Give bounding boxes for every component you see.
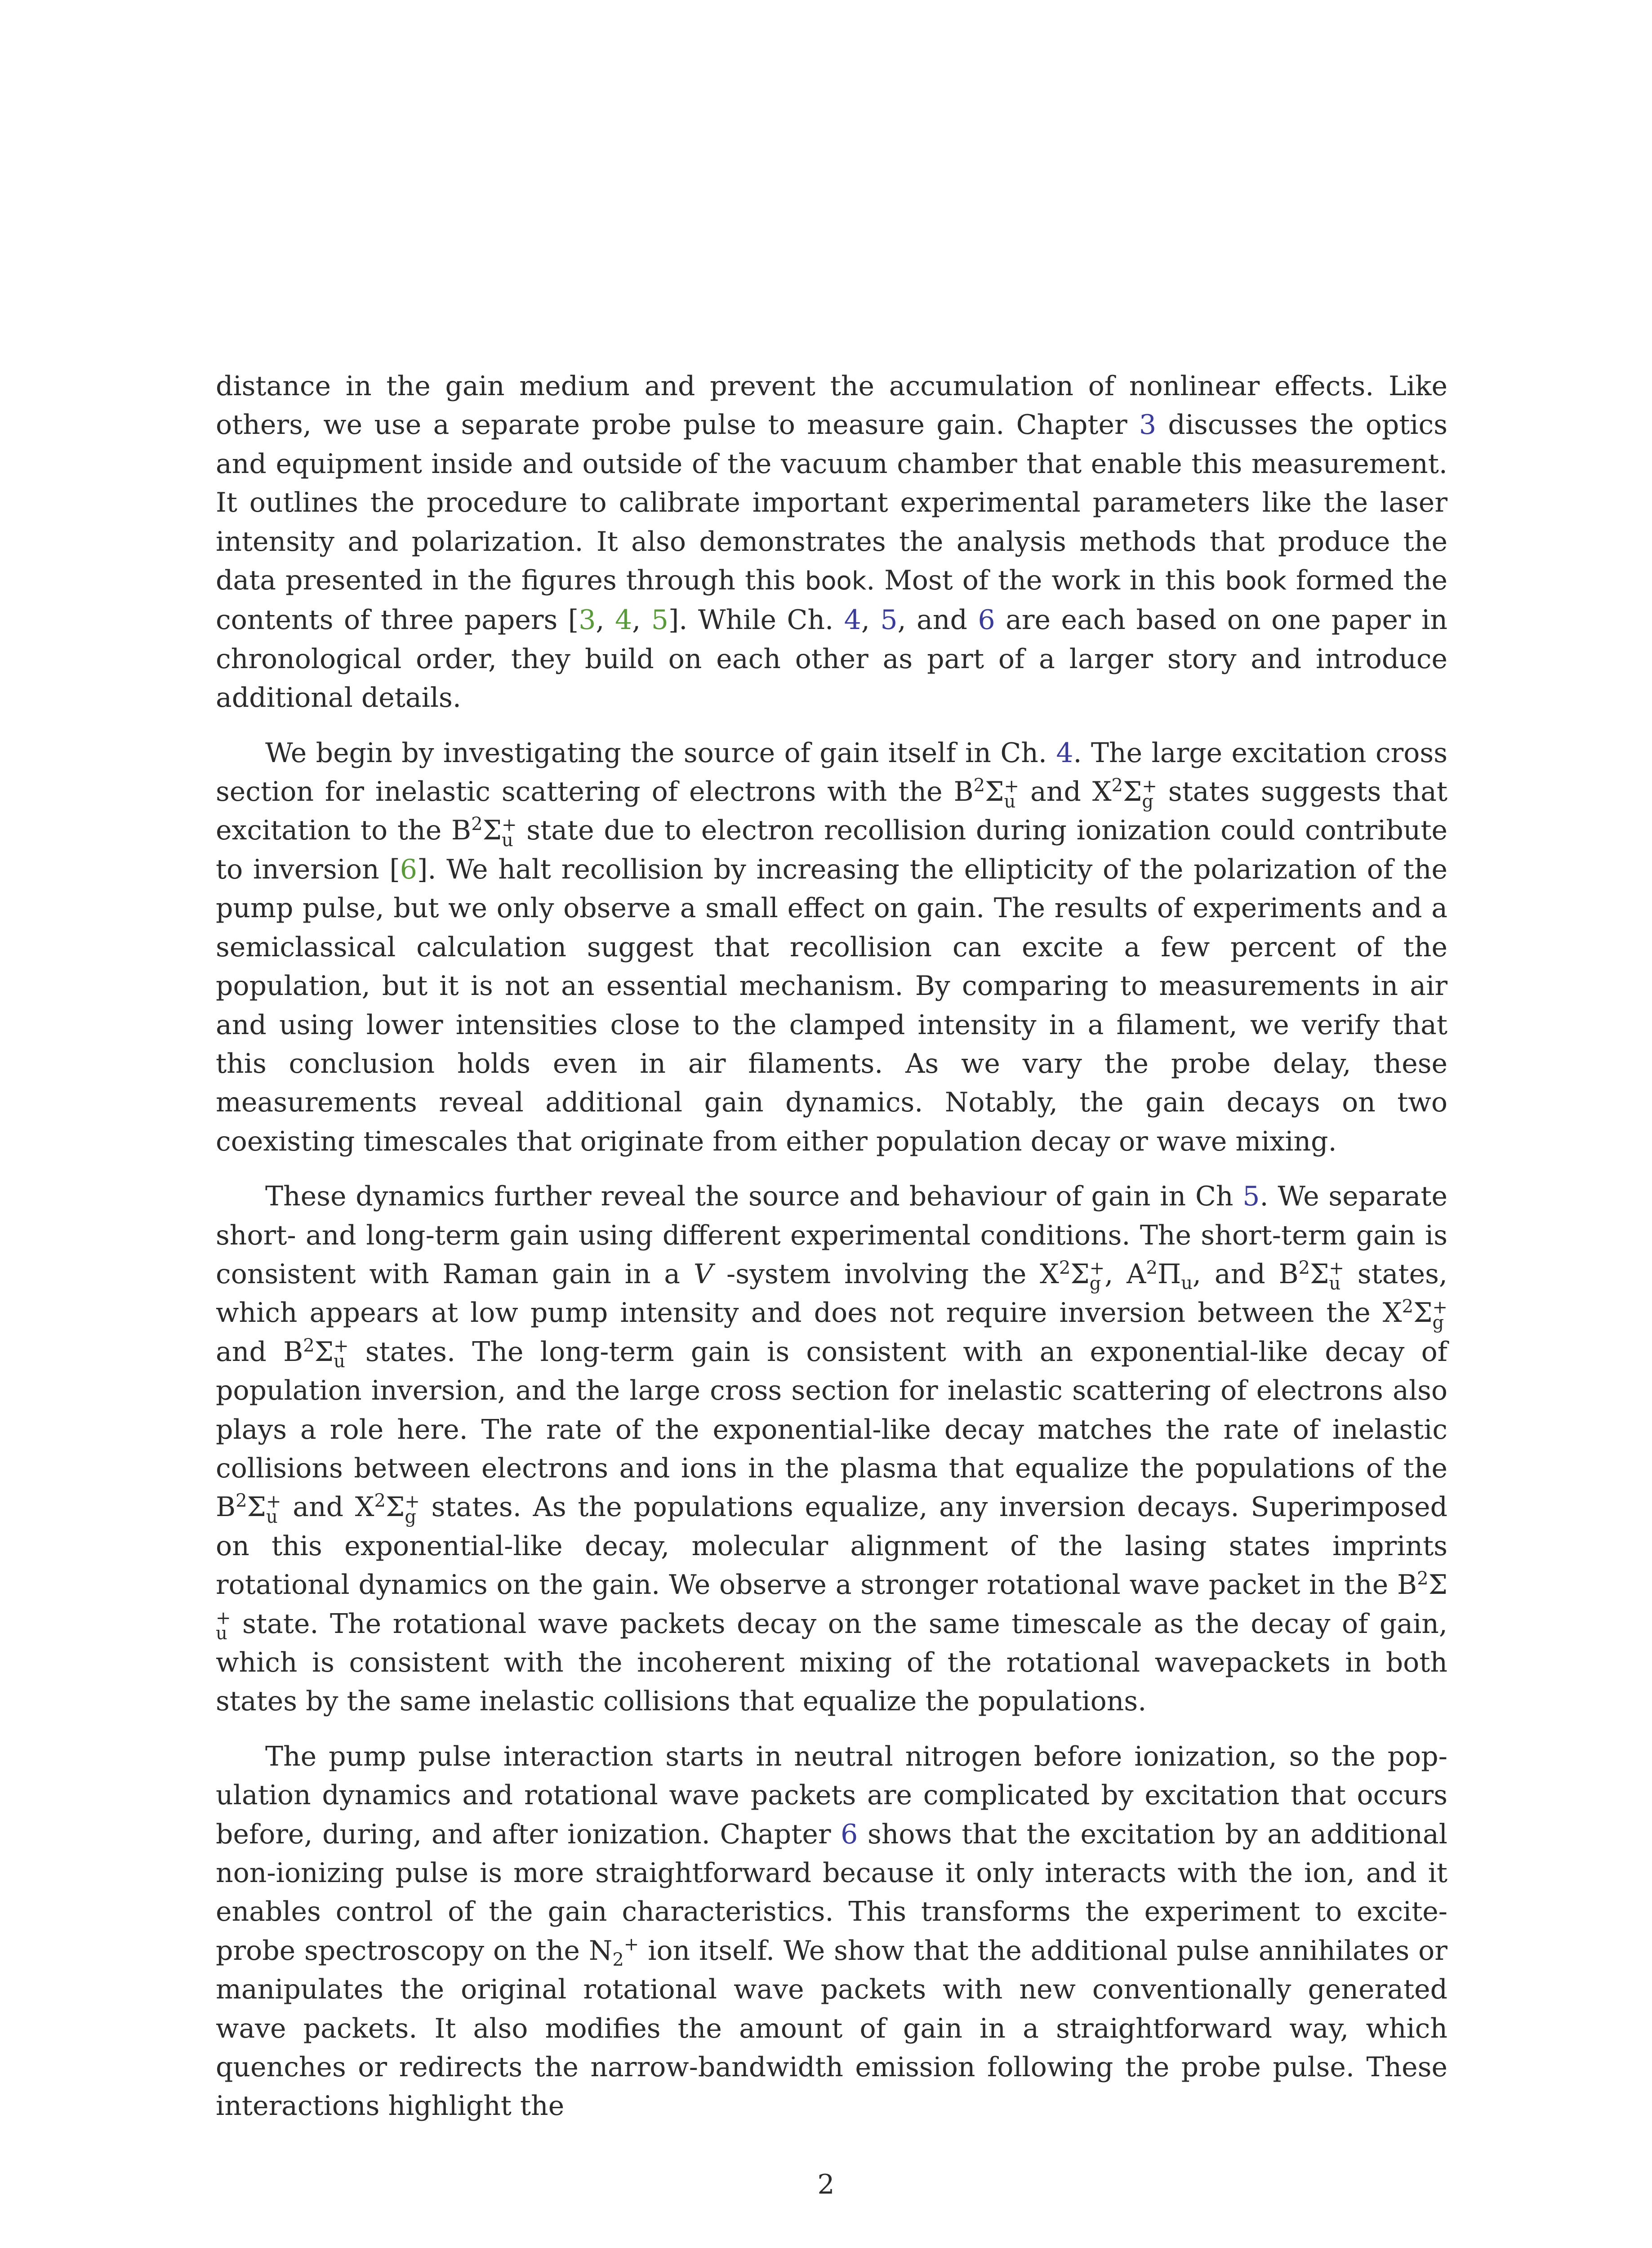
state-symmetry: u — [1181, 1272, 1193, 1293]
molecular-state — [953, 775, 1020, 812]
state-letter: B — [1397, 1569, 1417, 1601]
molecular-state — [1092, 775, 1157, 812]
state-multiplicity: 2 — [1417, 1568, 1429, 1589]
text-run: , and — [1193, 1258, 1279, 1290]
state-parity: + — [405, 1491, 420, 1512]
state-letter: X — [1382, 1297, 1402, 1329]
chapter-link[interactable]: 4 — [844, 604, 861, 636]
text-run: and — [216, 1336, 284, 1368]
molecular-state — [1382, 1296, 1447, 1333]
text-run: . Most of the work in this — [866, 565, 1225, 597]
paragraph — [216, 367, 1447, 718]
state-symbol: Σ — [985, 776, 1004, 808]
state-parity: + — [501, 814, 517, 835]
state-letter: B — [283, 1336, 303, 1368]
text-run: , — [596, 604, 615, 636]
state-parity: + — [334, 1336, 349, 1357]
text-run: ]. We halt recollision by increasing the ellipticity of the polarization of the pump pulse, but we only observe a small effect on gain. The results of experiments and a semiclassical calculation suggest that recollision can excite a few percent of the population, but it is not an essential mechanism. By comparing to measurements in air and using lower intensities close to the clamped intensity in a filament, we verify that this conclusion holds even in air filaments. As we vary the probe delay, these measurements reveal additional gain dynamics. Notably, the gain decays on two coexisting timescales that originate from either population decay or wave mixing. — [216, 853, 1448, 1157]
state-parity: + — [266, 1491, 281, 1512]
state-symmetry: u — [216, 1623, 227, 1644]
text-run: , — [861, 604, 881, 636]
state-multiplicity: 2 — [236, 1490, 247, 1512]
state-symbol: Σ — [482, 815, 502, 847]
state-letter: A — [1127, 1258, 1146, 1290]
state-multiplicity: 2 — [1298, 1257, 1310, 1278]
state-symbol: Σ — [385, 1491, 405, 1523]
chapter-link[interactable]: 6 — [841, 1818, 858, 1850]
text-run: . We separate short- and long-term gain using different experimental conditions. The short-term gain is consistent with Raman gain in a — [216, 1181, 1447, 1290]
text-run: states. The long-term gain is consistent with an exponential-like decay of population inversion, and the large cross section for inelastic scattering of electrons also plays a role here. The rate of the exponential-like decay matches the rate of inelastic collisions between electrons and ions in the plasma that equalize the populations of the — [216, 1336, 1447, 1484]
chapter-link[interactable]: 4 — [1056, 737, 1073, 769]
state-parity: + — [1004, 776, 1020, 797]
text-run: and — [281, 1491, 355, 1523]
body-text — [216, 367, 1447, 2126]
state-letter: X — [355, 1491, 374, 1523]
state-letter: X — [1092, 776, 1112, 808]
state-parity: + — [1432, 1297, 1447, 1318]
state-multiplicity: 2 — [303, 1335, 315, 1356]
state-symmetry: u — [501, 830, 513, 851]
ion-formula — [588, 1934, 639, 1970]
chapter-link[interactable]: 6 — [978, 604, 995, 636]
state-symbol: Σ — [1123, 776, 1142, 808]
text-run: distance in the gain medium and prevent the accumulation of nonlinear effects. Like others, we use a separate probe pulse to measure gain. Chapter — [216, 370, 1447, 441]
text-run: , — [632, 604, 651, 636]
state-symmetry: g — [1432, 1312, 1444, 1333]
chapter-link[interactable]: 5 — [880, 604, 898, 636]
math-symbol: V — [693, 1258, 713, 1290]
text-run: states. As the populations equalize, any inversion decays. Superimposed on this exponential-like decay, molecular alignment of the lasing states imprints rotational dynamics on the gain. We observe a stronger rotational wave packet in the — [216, 1491, 1448, 1601]
state-symbol: Σ — [1070, 1258, 1090, 1290]
state-multiplicity: 2 — [1146, 1257, 1158, 1278]
state-parity: + — [1089, 1258, 1105, 1279]
ion-letter: N — [588, 1935, 613, 1967]
book-word: book — [805, 566, 867, 596]
molecular-state — [216, 1490, 281, 1527]
text-run: ion itself. We show that the additional pulse annihilates or manipulates the original rotational wave packets with new conventionally generated wave packets. It also modifies the amount of gain in a straightforward way, which quenches or redirects the narrow-bandwidth emission following the probe pulse. These interactions highlight the — [216, 1935, 1447, 2122]
text-run: states suggests that excitation to the — [216, 776, 1448, 847]
citation-link[interactable]: 5 — [651, 604, 668, 636]
state-symmetry: u — [1004, 791, 1016, 812]
paragraph — [216, 1737, 1447, 2126]
text-run: , — [1104, 1258, 1127, 1290]
state-symmetry: u — [266, 1506, 278, 1527]
chapter-link[interactable]: 3 — [1139, 409, 1157, 441]
citation-link[interactable]: 3 — [579, 604, 596, 636]
state-symmetry: g — [1089, 1273, 1101, 1294]
page-number: 2 — [817, 2169, 835, 2200]
molecular-state — [1127, 1257, 1193, 1293]
state-symmetry: g — [405, 1506, 416, 1527]
text-run: and — [1019, 776, 1092, 808]
paragraph — [216, 1177, 1447, 1721]
molecular-state — [1278, 1257, 1345, 1294]
state-letter: B — [216, 1491, 236, 1523]
state-multiplicity: 2 — [374, 1490, 386, 1512]
book-word: book — [1225, 566, 1287, 596]
state-symmetry: u — [1329, 1273, 1341, 1294]
state-symmetry: g — [1142, 791, 1154, 812]
text-run: are each based on one paper in chronological order, they build on each other as part of a larger story and introduce additional details. — [216, 604, 1447, 714]
text-run: formed the contents of three papers [ — [216, 565, 1447, 636]
ion-count: 2 — [612, 1949, 624, 1970]
molecular-state — [451, 814, 517, 851]
text-run: shows that the excitation by an additional non-ionizing pulse is more straightforward because it only interacts with the ion, and it enables control of the gain characteristics. This transforms the experiment to excite-probe spectroscopy on the — [216, 1818, 1447, 1967]
text-run: . The large excitation cross section for inelastic scattering of electrons with the — [216, 737, 1448, 808]
state-letter: X — [1040, 1258, 1059, 1290]
state-symbol: Σ — [1310, 1258, 1329, 1290]
citation-link[interactable]: 4 — [614, 604, 632, 636]
text-run: state due to electron recollision during ionization could contribute to inversion [ — [216, 815, 1447, 885]
state-multiplicity: 2 — [471, 814, 483, 835]
state-parity: + — [1329, 1258, 1345, 1279]
state-symbol: Σ — [314, 1336, 334, 1368]
state-symbol: Σ — [1413, 1297, 1433, 1329]
text-run: state. The rotational wave packets decay on the same timescale as the decay of gain, which is consistent with the incoherent mixing of the rotational wavepackets in both states by the same inelastic collisions that equalize the populations. — [216, 1608, 1447, 1717]
state-multiplicity: 2 — [973, 775, 985, 796]
state-symbol: Σ — [247, 1491, 266, 1523]
text-run: These dynamics further reveal the source and behaviour of gain in Ch — [265, 1181, 1243, 1213]
molecular-state — [283, 1335, 349, 1372]
chapter-link[interactable]: 5 — [1242, 1181, 1260, 1213]
state-letter: B — [953, 776, 974, 808]
state-multiplicity: 2 — [1111, 775, 1123, 796]
state-multiplicity: 2 — [1059, 1257, 1071, 1278]
ion-charge: + — [623, 1934, 639, 1955]
citation-link[interactable]: 6 — [400, 853, 417, 885]
state-symmetry: u — [334, 1351, 345, 1372]
text-run: ]. While Ch. — [668, 604, 844, 636]
text-run: We begin by investigating the source of gain itself in Ch. — [265, 737, 1056, 769]
text-run: -system involving the — [713, 1258, 1040, 1290]
state-letter: B — [451, 815, 472, 847]
state-parity: + — [1142, 776, 1157, 797]
state-symbol: Σ — [1428, 1569, 1447, 1601]
text-run: , and — [897, 604, 978, 636]
paragraph — [216, 734, 1447, 1161]
state-multiplicity: 2 — [1402, 1296, 1414, 1317]
molecular-state — [355, 1490, 420, 1527]
text-run: discusses the optics and equipment inside and outside of the vacuum chamber that enable this measurement. It outlines the procedure to calibrate important experimental parameters like the laser intensity and polarization. It also demonstrates the analysis methods that produce the data presented in the figures through this — [216, 409, 1447, 597]
molecular-state — [1040, 1257, 1105, 1294]
text-run: states, which appears at low pump intensity and does not require inversion between the — [216, 1258, 1448, 1329]
text-run: The pump pulse interaction starts in neutral nitrogen before ionization, so the population dynamics and rotational wave packets are complicated by excitation that occurs before, during, and after ionization. Chapter — [216, 1740, 1447, 1850]
state-parity: + — [216, 1608, 231, 1629]
state-letter: B — [1278, 1258, 1299, 1290]
state-symbol: Π — [1157, 1258, 1181, 1290]
